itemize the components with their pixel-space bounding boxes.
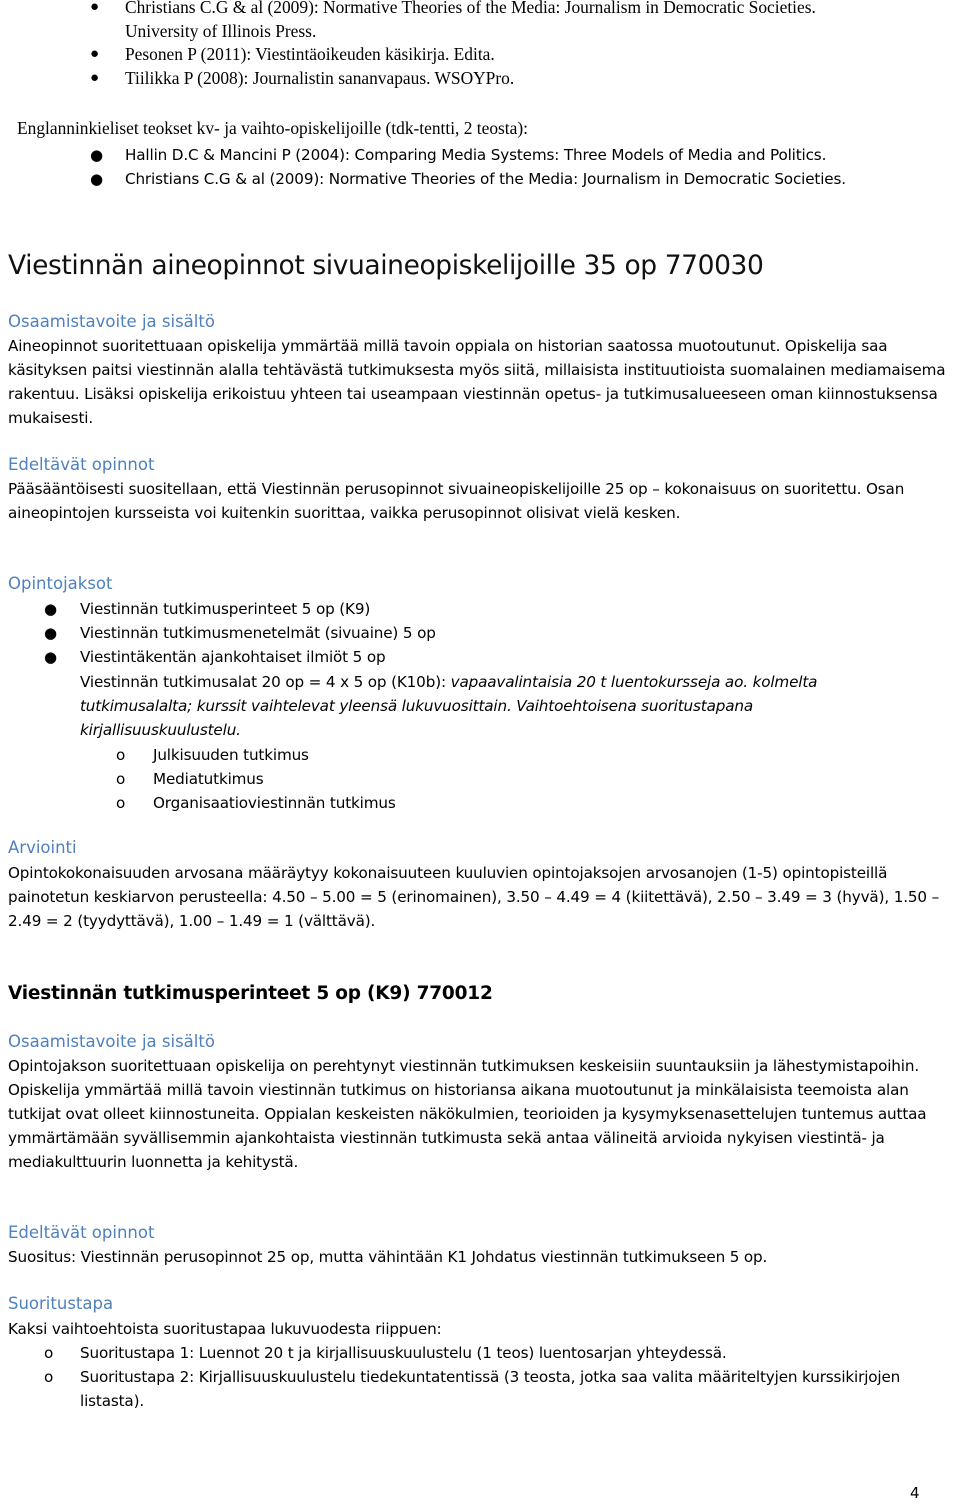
courses-list xyxy=(0,597,960,669)
methods-list xyxy=(0,1341,960,1413)
list-item: o Suoritustapa 1: Luennot 20 t ja kirjallisuuskuulustelu (1 teos) luentosarjan yhteydessä. xyxy=(0,1341,960,1365)
list-item: ● Christians C.G & al (2009): Normative Theories of the Media: Journalism in Democratic Societies. xyxy=(0,167,960,191)
list-item: ● Christians C.G & al (2009): Normative Theories of the Media: Journalism in Democratic Societies. xyxy=(0,0,960,20)
circle-bullet-icon: o xyxy=(116,794,126,812)
method-heading: Suoritustapa xyxy=(8,1294,114,1313)
goal-heading: Osaamistavoite ja sisältö xyxy=(8,1032,215,1051)
list-item: o Julkisuuden tutkimus xyxy=(0,743,960,767)
english-books-intro: Englanninkieliset teokset kv- ja vaihto-opiskelijoille (tdk-tentti, 2 teosta): xyxy=(17,118,528,138)
bullet-icon: ● xyxy=(90,46,100,62)
bullet-icon: ● xyxy=(44,648,57,666)
method-intro: Kaksi vaihtoehtoista suoritustapaa lukuvuodesta riippuen: xyxy=(8,1320,442,1338)
list-item-continuation: University of Illinois Press. xyxy=(125,20,317,41)
circle-bullet-icon: o xyxy=(44,1368,54,1386)
goal-text: Opintojakson suoritettuaan opiskelija on perehtynyt viestinnän tutkimuksen keskeisiin suuntauksiin ja lähestymistapoihin. Opiskelija ymmärtää millä tavoin viestinnän tutkimus on historiansa aikana muotoutunut ja minkälaisista teemoista alan tutkijat ovat olleet kiinnostuneita. Oppialan keskeisten näkökulmien, teorioiden ja kysymyksenasettelujen tuntemus auttaa ymmärtämään syvällisemmin ajankohtaista viestinnän tutkimusta sekä antaa välineitä arvioida nykyisen viestintä- ja mediakulttuurin luonnetta ja kehitystä. xyxy=(8,1057,927,1171)
page-number: 4 xyxy=(910,1484,920,1502)
goal-heading: Osaamistavoite ja sisältö xyxy=(8,312,215,331)
list-item: ● Tiilikka P (2008): Journalistin sananvapaus. WSOYPro. xyxy=(0,67,960,91)
list-item: ● Viestinnän tutkimusperinteet 5 op (K9) xyxy=(0,597,960,621)
courses-heading: Opintojaksot xyxy=(8,574,113,593)
course-title: Viestinnän tutkimusperinteet 5 op (K9) 770012 xyxy=(8,983,493,1004)
english-reference-list xyxy=(0,143,960,191)
circle-bullet-icon: o xyxy=(44,1344,54,1362)
prerequisites-heading: Edeltävät opinnot xyxy=(8,1223,155,1242)
research-fields-list xyxy=(0,743,960,815)
bullet-icon: ● xyxy=(90,146,103,164)
bullet-icon: ● xyxy=(44,624,57,642)
circle-bullet-icon: o xyxy=(116,746,126,764)
bullet-icon: ● xyxy=(90,69,100,86)
prerequisites-text: Suositus: Viestinnän perusopinnot 25 op, mutta vähintään K1 Johdatus viestinnän tutkimukseen 5 op. xyxy=(8,1248,768,1266)
top-reference-list xyxy=(0,0,960,90)
bullet-icon: ● xyxy=(90,170,103,188)
section-title: Viestinnän aineopinnot sivuaineopiskelijoille 35 op 770030 xyxy=(8,250,764,281)
research-fields-description: Viestinnän tutkimusalat 20 op = 4 x 5 op (K10b): vapaavalintaisia 20 t luentokursseja ao. kolmelta tutkimusalalta; kurssit vaihtelevat yleensä lukuvuosittain. Vaihtoehtoisena suoritustapana kirjallisuuskuulustelu. xyxy=(80,673,818,739)
prerequisites-text: Pääsääntöisesti suositellaan, että Viestinnän perusopinnot sivuaineopiskelijoille 25 op – kokonaisuus on suoritettu. Osan aineopintojen kursseista voi kuitenkin suorittaa, vaikka perusopinnot olisivat vielä kesken. xyxy=(8,480,905,522)
bullet-icon: ● xyxy=(44,600,57,618)
list-item: o Organisaatioviestinnän tutkimus xyxy=(0,791,960,815)
list-item: ● Pesonen P (2011): Viestintäoikeuden käsikirja. Edita. xyxy=(0,43,960,67)
list-item: ● Viestintäkentän ajankohtaiset ilmiöt 5 op xyxy=(0,645,960,669)
list-item: o Suoritustapa 2: Kirjallisuuskuulustelu tiedekuntatentissä (3 teosta, jotka saa valita määriteltyjen kurssikirjojen listasta). xyxy=(0,1365,960,1413)
goal-text: Aineopinnot suoritettuaan opiskelija ymmärtää millä tavoin oppiala on historian saatossa muotoutunut. Opiskelija saa käsityksen paitsi viestinnän alalla tehtävästä tutkimuksesta myös siitä, millaisista instituutioista suomalainen mediamaisema rakentuu. Lisäksi opiskelija erikoistuu yhteen tai useampaan viestinnän opetus- ja tutkimusalueeseen oman kiinnostuksensa mukaisesti. xyxy=(8,337,946,427)
circle-bullet-icon: o xyxy=(116,770,126,788)
list-item: ● Viestinnän tutkimusmenetelmät (sivuaine) 5 op xyxy=(0,621,960,645)
bullet-icon: ● xyxy=(90,0,100,15)
grading-text: Opintokokonaisuuden arvosana määräytyy kokonaisuuteen kuuluvien opintojaksojen arvosanojen (1-5) opintopisteillä painotetun keskiarvon perusteella: 4.50 – 5.00 = 5 (erinomainen), 3.50 – 4.49 = 4 (kiitettävä), 2.50 – 3.49 = 3 (hyvä), 1.50 – 2.49 = 2 (tyydyttävä), 1.00 – 1.49 = 1 (välttävä). xyxy=(8,864,940,930)
prerequisites-heading: Edeltävät opinnot xyxy=(8,455,155,474)
list-item: ● Hallin D.C & Mancini P (2004): Comparing Media Systems: Three Models of Media and Politics. xyxy=(0,143,960,167)
grading-heading: Arviointi xyxy=(8,838,77,857)
list-item: o Mediatutkimus xyxy=(0,767,960,791)
